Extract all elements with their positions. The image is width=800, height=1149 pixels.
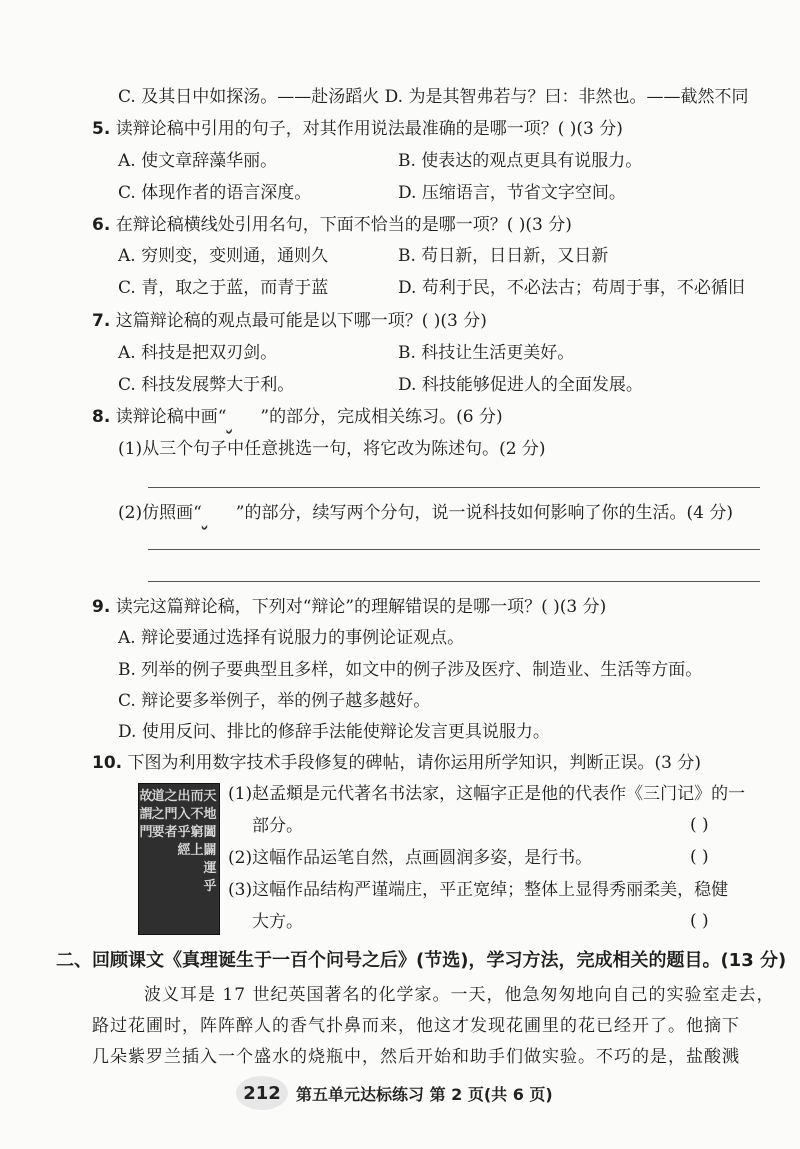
question-number: 7. — [92, 311, 111, 331]
option-d: D. 苟利于民，不必法古；苟周于事，不必循旧 — [398, 278, 745, 298]
judgement-2: (2)这幅作品运笔自然，点画圆润多姿，是行书。 — [228, 848, 593, 868]
option-a: A. 使文章辞藻华丽。 — [118, 151, 278, 171]
option-b: B. 列举的例子要典型且多样，如文中的例子涉及医疗、制造业、生活等方面。 — [118, 660, 703, 680]
rubbing-column: 天地闔闢運乎 — [203, 789, 217, 894]
question-text: 读完这篇辩论稿，下列对“辩论”的理解错误的是哪一项？( )(3 分) — [115, 597, 607, 617]
option-c: C. 体现作者的语言深度。 — [118, 183, 312, 203]
judgement-3-cont: 大方。 — [252, 912, 303, 932]
option-d: D. 科技能够促进人的全面发展。 — [398, 375, 643, 395]
question-8 — [92, 406, 503, 428]
question-number: 5. — [92, 119, 111, 139]
question-6 — [92, 214, 572, 236]
sub-question-text-end: ”的部分，续写两个分句，说一说科技如何影响了你的生活。(4 分) — [235, 503, 733, 523]
option-b: B. 科技让生活更美好。 — [398, 343, 575, 363]
judgement-1-cont: 部分。 — [252, 816, 303, 836]
option-a: A. 科技是把双刃剑。 — [118, 343, 278, 363]
question-text: 读辩论稿中引用的句子，对其作用说法最准确的是哪一项？( )(3 分) — [115, 119, 623, 139]
section-heading: 二、回顾课文《真理诞生于一百个问号之后》(节选)，学习方法，完成相关的题目。(13 分) — [56, 950, 787, 971]
option-d: D. 使用反问、排比的修辞手法能使辩论发言更具说服力。 — [118, 722, 550, 742]
answer-line[interactable] — [148, 549, 760, 550]
rubbing-column: 道之要 — [151, 789, 165, 840]
option-c: C. 科技发展弊大于利。 — [118, 375, 295, 395]
judgement-3: (3)这幅作品结构严谨端庄，平正宽绰；整体上显得秀丽柔美，稳健 — [228, 880, 729, 900]
answer-parentheses[interactable]: ( ) — [690, 847, 709, 867]
question-10 — [92, 752, 701, 774]
option-line-c-d: C. 及其日中如探汤。——赴汤蹈火 D. 为是其智弗若与？曰：非然也。——截然不同 — [118, 87, 749, 107]
footer-text: 第五单元达标练习 第 2 页(共 6 页) — [296, 1084, 553, 1104]
wavy-underline-mark — [226, 406, 260, 428]
option-c: C. 青，取之于蓝，而青于蓝 — [118, 278, 329, 298]
question-number: 10. — [92, 753, 123, 773]
question-text: 这篇辩论稿的观点最可能是以下哪一项？( )(3 分) — [115, 311, 487, 331]
passage-line: 几朵紫罗兰插入一个盛水的烧瓶中，然后开始和助手们做实验。不巧的是，盐酸溅 — [92, 1047, 740, 1067]
sub-question-1: (1)从三个句子中任意挑选一句，将它改为陈述句。(2 分) — [118, 439, 546, 459]
question-number: 8. — [92, 407, 111, 427]
question-5 — [92, 118, 623, 140]
question-text-end: ”的部分，完成相关练习。(6 分) — [260, 407, 503, 427]
option-c: C. 辩论要多举例子，举的例子越多越好。 — [118, 691, 431, 711]
question-text-start: 读辩论稿中画“ — [115, 407, 227, 427]
answer-line[interactable] — [148, 487, 760, 488]
page-footer — [236, 1074, 553, 1112]
option-a: A. 辩论要通过选择有说服力的事例论证观点。 — [118, 628, 465, 648]
question-text: 下图为利用数字技术手段修复的碑帖，请你运用所学知识，判断正误。(3 分) — [127, 753, 702, 773]
question-9 — [92, 596, 606, 618]
calligraphy-rubbing-image — [138, 783, 220, 935]
wavy-underline-mark — [202, 502, 236, 524]
rubbing-column: 故謂門 — [139, 789, 153, 840]
option-d: D. 压缩语言，节省文字空间。 — [398, 183, 626, 203]
question-text: 在辩论稿横线处引用名句，下面不恰当的是哪一项？( )(3 分) — [115, 215, 572, 235]
sub-question-2 — [118, 502, 733, 524]
answer-parentheses[interactable]: ( ) — [690, 815, 709, 835]
rubbing-column: 而不窮上 — [190, 789, 204, 858]
passage-line: 波义耳是 17 世纪英国著名的化学家。一天，他急匆匆地向自己的实验室走去， — [144, 985, 775, 1005]
rubbing-column: 之門者 — [164, 789, 178, 840]
question-7 — [92, 310, 487, 332]
option-b: B. 使表达的观点更具有说服力。 — [398, 151, 643, 171]
judgement-1: (1)赵孟頫是元代著名书法家，这幅字正是他的代表作《三门记》的一 — [228, 784, 746, 804]
page-number-badge: 212 — [236, 1076, 288, 1110]
passage-line: 路过花圃时，阵阵醉人的香气扑鼻而来，他这才发现花圃里的花已经开了。他摘下 — [92, 1016, 740, 1036]
option-b: B. 苟日新，日日新，又日新 — [398, 246, 609, 266]
sub-question-text-start: (2)仿照画“ — [118, 503, 202, 523]
rubbing-column: 出入乎經 — [177, 789, 191, 858]
answer-line[interactable] — [148, 581, 760, 582]
answer-parentheses[interactable]: ( ) — [690, 911, 709, 931]
question-number: 6. — [92, 215, 111, 235]
question-number: 9. — [92, 597, 111, 617]
option-a: A. 穷则变，变则通，通则久 — [118, 246, 329, 266]
